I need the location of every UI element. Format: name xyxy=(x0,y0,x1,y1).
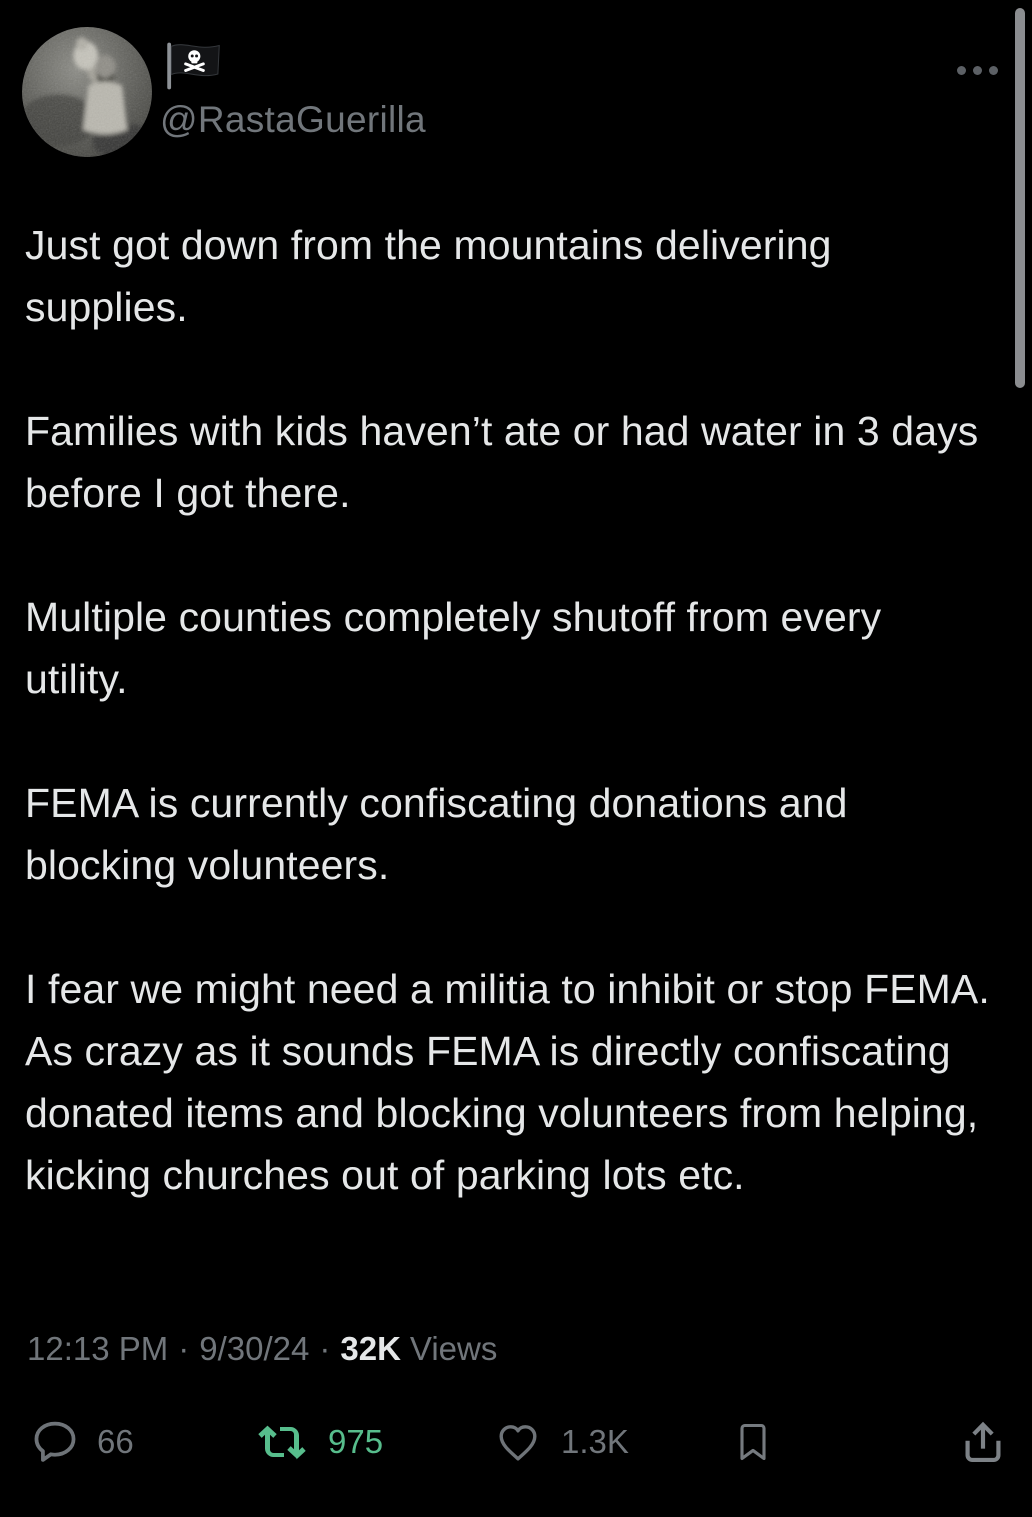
meta-separator: · xyxy=(319,1330,331,1367)
share-icon xyxy=(958,1417,1008,1467)
avatar-photo xyxy=(22,27,152,157)
bookmark-button[interactable] xyxy=(731,1404,775,1480)
tweet-text-paragraph: Families with kids haven’t ate or had water in 3 days before I got there. xyxy=(25,408,979,516)
reply-button[interactable] xyxy=(30,1404,134,1480)
action-bar xyxy=(0,1404,1032,1480)
meta-separator: · xyxy=(178,1330,190,1367)
reply-count: 66 xyxy=(97,1423,134,1460)
repost-icon xyxy=(253,1418,311,1466)
views-label: Views xyxy=(409,1330,498,1367)
tweet-text xyxy=(25,214,990,1268)
tweet-text-paragraph: Multiple counties completely shutoff from every utility. xyxy=(25,594,882,702)
scrollbar[interactable] xyxy=(1015,8,1025,388)
tweet-text-paragraph: FEMA is currently confiscating donations and blocking volunteers. xyxy=(25,780,848,888)
more-dots-icon xyxy=(973,66,982,75)
date: 9/30/24 xyxy=(199,1330,310,1367)
like-button[interactable] xyxy=(492,1404,629,1480)
share-button[interactable] xyxy=(958,1404,1008,1480)
views-count[interactable]: 32K xyxy=(340,1330,401,1367)
repost-button[interactable] xyxy=(253,1404,383,1480)
more-dots-icon xyxy=(957,66,966,75)
user-handle[interactable]: @RastaGuerilla xyxy=(160,99,426,140)
avatar[interactable] xyxy=(22,27,152,157)
more-menu-button[interactable] xyxy=(951,60,1004,81)
reply-icon xyxy=(30,1417,80,1467)
user-name-block[interactable] xyxy=(160,40,426,141)
heart-icon xyxy=(492,1418,544,1466)
pirate-flag-emoji xyxy=(160,40,230,92)
tweet-text-paragraph: Just got down from the mountains delivering supplies. xyxy=(25,222,832,330)
bookmark-icon xyxy=(731,1414,775,1470)
timestamp: 12:13 PM xyxy=(27,1330,169,1367)
repost-count: 975 xyxy=(328,1423,384,1460)
tweet-text-paragraph: I fear we might need a militia to inhibit or stop FEMA. As crazy as it sounds FEMA is directly confiscating donated items and blocking volunteers from helping, kicking churches out of parking lots etc. xyxy=(25,966,990,1198)
like-count: 1.3K xyxy=(561,1423,629,1460)
more-dots-icon xyxy=(989,66,998,75)
tweet-metadata xyxy=(27,1330,497,1368)
